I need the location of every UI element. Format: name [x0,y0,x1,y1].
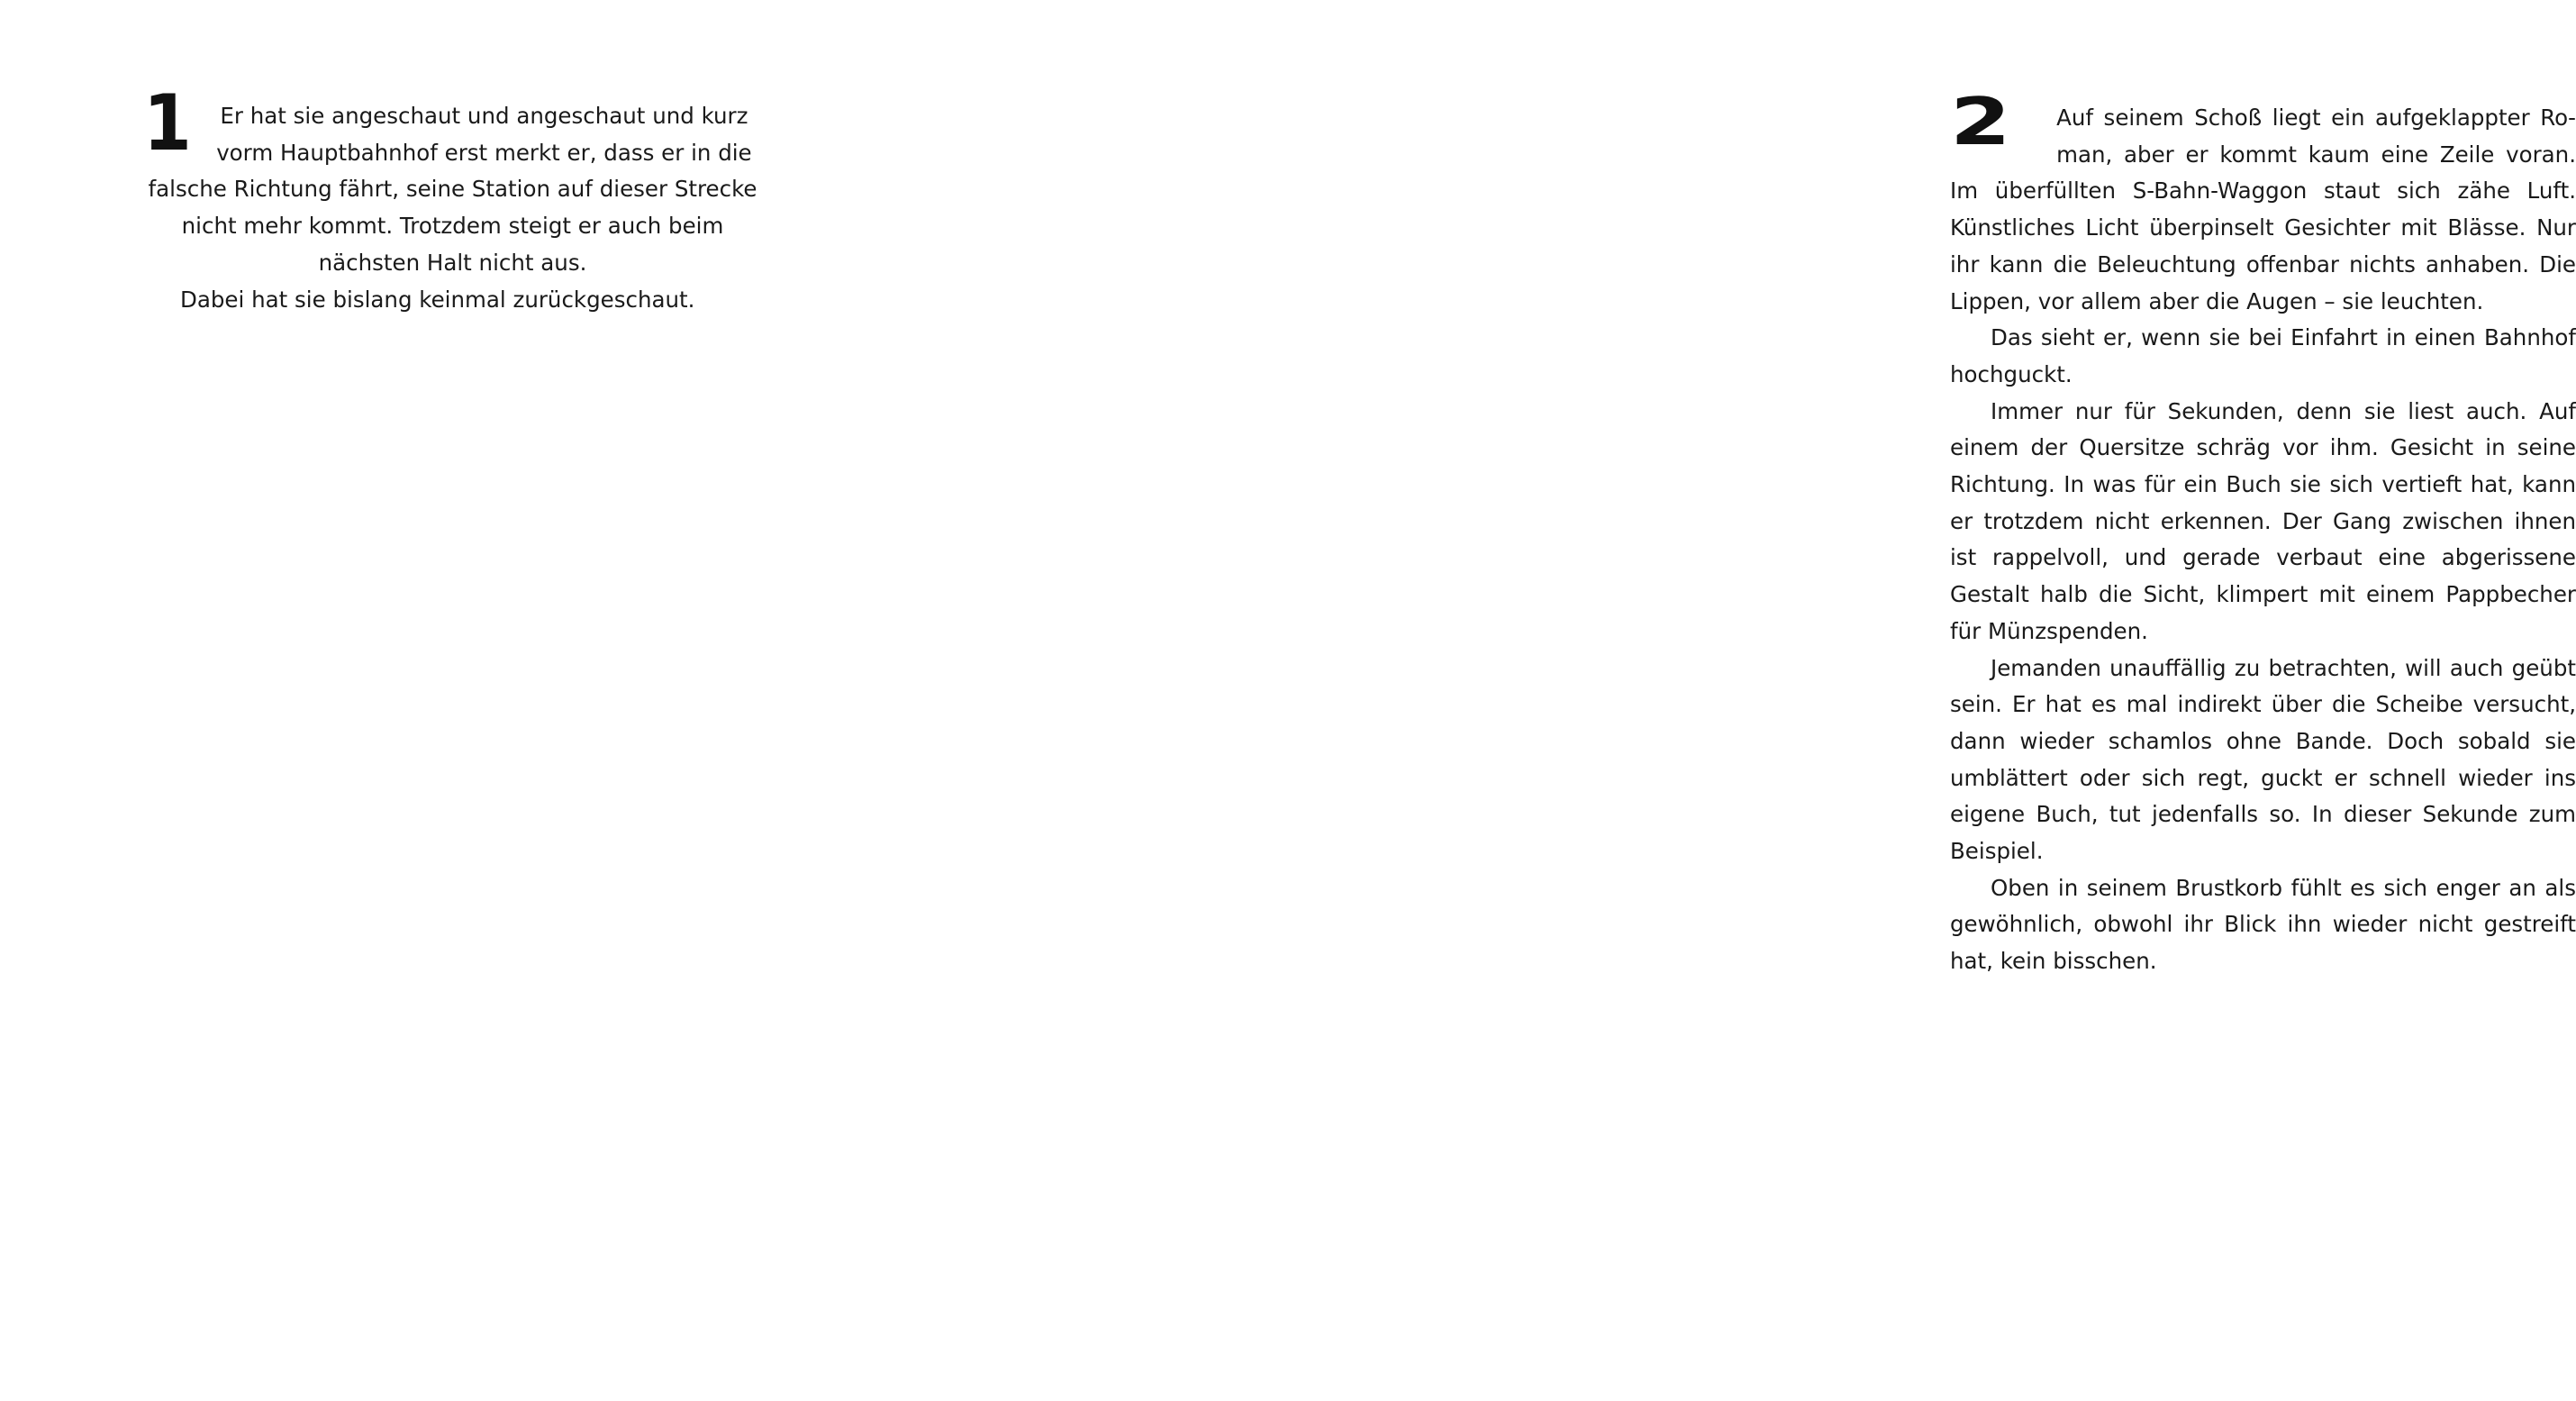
chapter-2 [1950,84,2576,980]
paragraph: Oben in seinem Brustkorb fühlt es sich enger an als gewöhnlich, obwohl ihr Blick ihn wieder nicht gestreift hat, kein bisschen. [1950,874,2576,975]
paragraph: Jemanden unauffällig zu betrachten, will auch geübt sein. Er hat es mal indirekt über die Scheibe versucht, dann wieder schamlos ohne Bande. Doch sobald sie umblättert oder sich regt, guckt er schnell wieder ins eigene Buch, tut jedenfalls so. In dieser Sekunde zum Beispiel. [1950,654,2576,865]
paragraph: Das sieht er, wenn sie bei Einfahrt in einen Bahnhof hochguckt. [1950,324,2576,387]
chapter-number: 2 [1950,84,2011,159]
paragraph: Immer nur für Sekunden, denn sie liest auch. Auf einem der Quersitze schräg vor ihm. Gesicht in seine Richtung. In was für ein Buch sie sich vertieft hat, kann er trotzdem nicht erkennen. Der Gang zwischen ihnen ist rappelvoll, und gerade verbaut eine abgerissene Gestalt halb die Sicht, klimpert mit einem Pappbecher für Münzspenden. [1950,397,2576,644]
paragraph: Er hat sie angeschaut und angeschaut und kurz vorm Hauptbahnhof erst merkt er, dass er in die falsche Richtung fährt, seine Station auf dieser Strecke nicht mehr kommt. Trotzdem steigt er auch beim nächsten Halt nicht aus. [148,103,757,276]
chapter-1 [140,78,766,318]
paragraph: Dabei hat sie bislang keinmal zurückgeschaut. [180,286,695,313]
left-page [0,0,901,1401]
paragraph: Auf seinem Schoß liegt ein aufgeklappter Roman, aber er kommt kaum eine Zeile voran. Im überfüllten S-Bahn-Waggon staut sich zähe Luft. Künstliches Licht überpinselt Gesichter mit Blässe. Nur ihr kann die Beleuchtung offenbar nichts anhaben. Die Lippen, vor allem aber die Augen – sie leuchten. [1950,105,2576,314]
chapter-number: 1 [143,78,192,168]
chapter-text [1950,84,2576,980]
chapter-text [140,78,766,318]
right-page [901,0,2576,1401]
